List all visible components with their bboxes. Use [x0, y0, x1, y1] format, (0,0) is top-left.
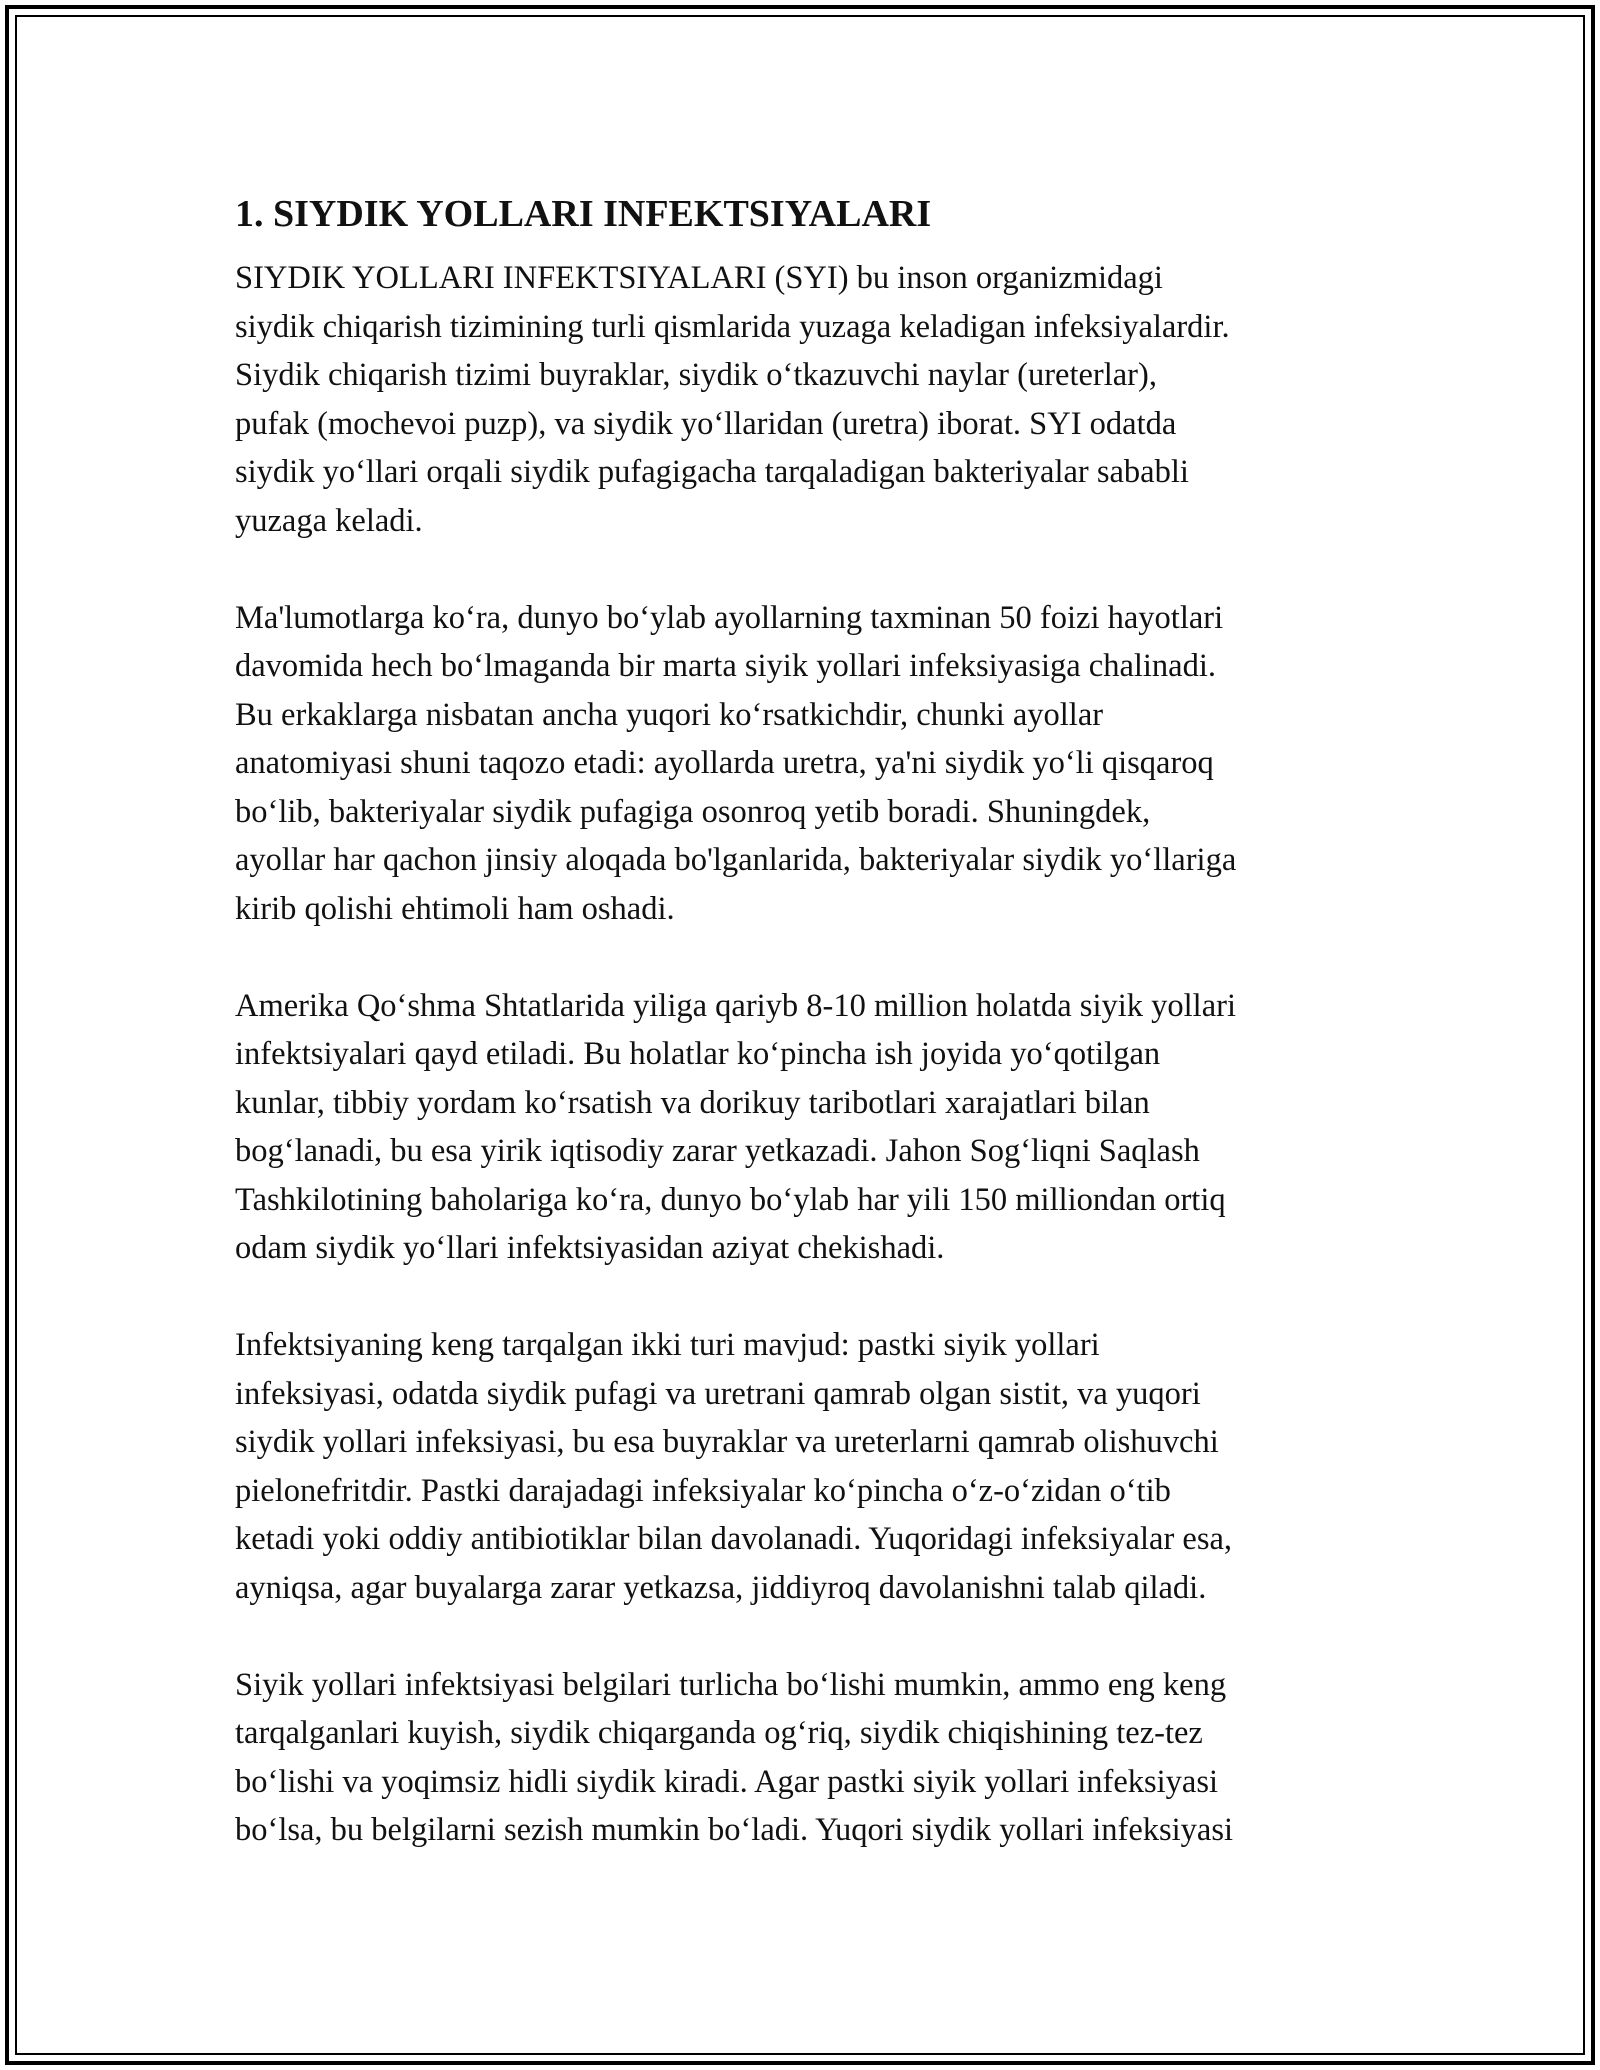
text-line: tarqalganlari kuyish, siydik chiqarganda og‘riq, siydik chiqishining tez-tez — [235, 1715, 1203, 1751]
text-line: bog‘lanadi, bu esa yirik iqtisodiy zarar yetkazadi. Jahon Sog‘liqni Saqlash — [235, 1133, 1200, 1169]
text-line: Tashkilotining baholariga ko‘ra, dunyo bo‘ylab har yili 150 milliondan ortiq — [235, 1181, 1226, 1218]
text-line: kirib qolishi ehtimoli ham oshadi. — [235, 890, 675, 927]
text-line: Bu erkaklarga nisbatan ancha yuqori ko‘rsatkichdir, chunki ayollar — [235, 696, 1104, 733]
text-line: Infektsiyaning keng tarqalgan ikki turi mavjud: pastki siyik yollari — [235, 1327, 1100, 1363]
text-line: siydik yo‘llari orqali siydik pufagigacha tarqaladigan bakteriyalar sababli — [235, 454, 1189, 490]
text-line: Ma'lumotlarga ko‘ra, dunyo bo‘ylab ayollarning taxminan 50 foizi hayotlari — [235, 599, 1224, 636]
text-line: infeksiyasi, odatda siydik pufagi va uretrani qamrab olgan sistit, va yuqori — [235, 1375, 1201, 1412]
text-line: ketadi yoki oddiy antibiotiklar bilan davolanadi. Yuqoridagi infeksiyalar esa, — [235, 1521, 1233, 1557]
text-line: pielonefritdir. Pastki darajadagi infeksiyalar ko‘pincha o‘z-o‘zidan o‘tib — [235, 1472, 1171, 1509]
text-line: davomida hech bo‘lmaganda bir marta siyik yollari infeksiyasiga chalinadi. — [235, 648, 1217, 684]
text-line: Siydik chiqarish tizimi buyraklar, siydik o‘tkazuvchi naylar (ureterlar), — [235, 357, 1157, 393]
text-line: odam siydik yo‘llari infektsiyasidan aziyat chekishadi. — [235, 1230, 945, 1266]
text-line: pufak (mochevoi puzp), va siydik yo‘llaridan (uretra) iborat. SYI odatda — [235, 405, 1177, 442]
text-line: bo‘lsa, bu belgilarni sezish mumkin bo‘ladi. Yuqori siydik yollari infeksiyasi — [235, 1812, 1234, 1848]
paragraph-3 — [235, 982, 1375, 1273]
text-line: anatomiyasi shuni taqozo etadi: ayollarda uretra, ya'ni siydik yo‘li qisqaroq — [235, 745, 1214, 781]
text-line: bo‘lib, bakteriyalar siydik pufagiga osonroq yetib boradi. Shuningdek, — [235, 793, 1151, 830]
paragraph-2 — [235, 594, 1375, 934]
text-line: bo‘lishi va yoqimsiz hidli siydik kiradi. Agar pastki siyik yollari infeksiyasi — [235, 1763, 1219, 1800]
section-heading: 1. SIYDIK YOLLARI INFEKTSIYALARI — [235, 193, 932, 235]
text-line: siydik yollari infeksiyasi, bu esa buyraklar va ureterlarni qamrab olishuvchi — [235, 1424, 1219, 1460]
text-line: Siyik yollari infektsiyasi belgilari turlicha bo‘lishi mumkin, ammo eng keng — [235, 1666, 1227, 1703]
text-line: ayollar har qachon jinsiy aloqada bo'lganlarida, bakteriyalar siydik yo‘llariga — [235, 842, 1237, 878]
document-body — [235, 186, 1375, 1903]
text-line: siydik chiqarish tizimining turli qismlarida yuzaga keladigan infeksiyalardir. — [235, 308, 1230, 345]
text-line: yuzaga keladi. — [235, 502, 423, 539]
paragraph-4 — [235, 1321, 1375, 1612]
text-line: infektsiyalari qayd etiladi. Bu holatlar ko‘pincha ish joyida yo‘qotilgan — [235, 1036, 1161, 1072]
text-line: kunlar, tibbiy yordam ko‘rsatish va dorikuy taribotlari xarajatlari bilan — [235, 1084, 1150, 1121]
text-line: Amerika Qo‘shma Shtatlarida yiliga qariyb 8-10 million holatda siyik yollari — [235, 987, 1236, 1024]
paragraph-1 — [235, 254, 1375, 545]
text-line: ayniqsa, agar buyalarga zarar yetkazsa, jiddiyroq davolanishni talab qiladi. — [235, 1569, 1207, 1606]
text-line: SIYDIK YOLLARI INFEKTSIYALARI (SYI) bu inson organizmidagi — [235, 260, 1163, 296]
paragraph-5 — [235, 1661, 1375, 1855]
